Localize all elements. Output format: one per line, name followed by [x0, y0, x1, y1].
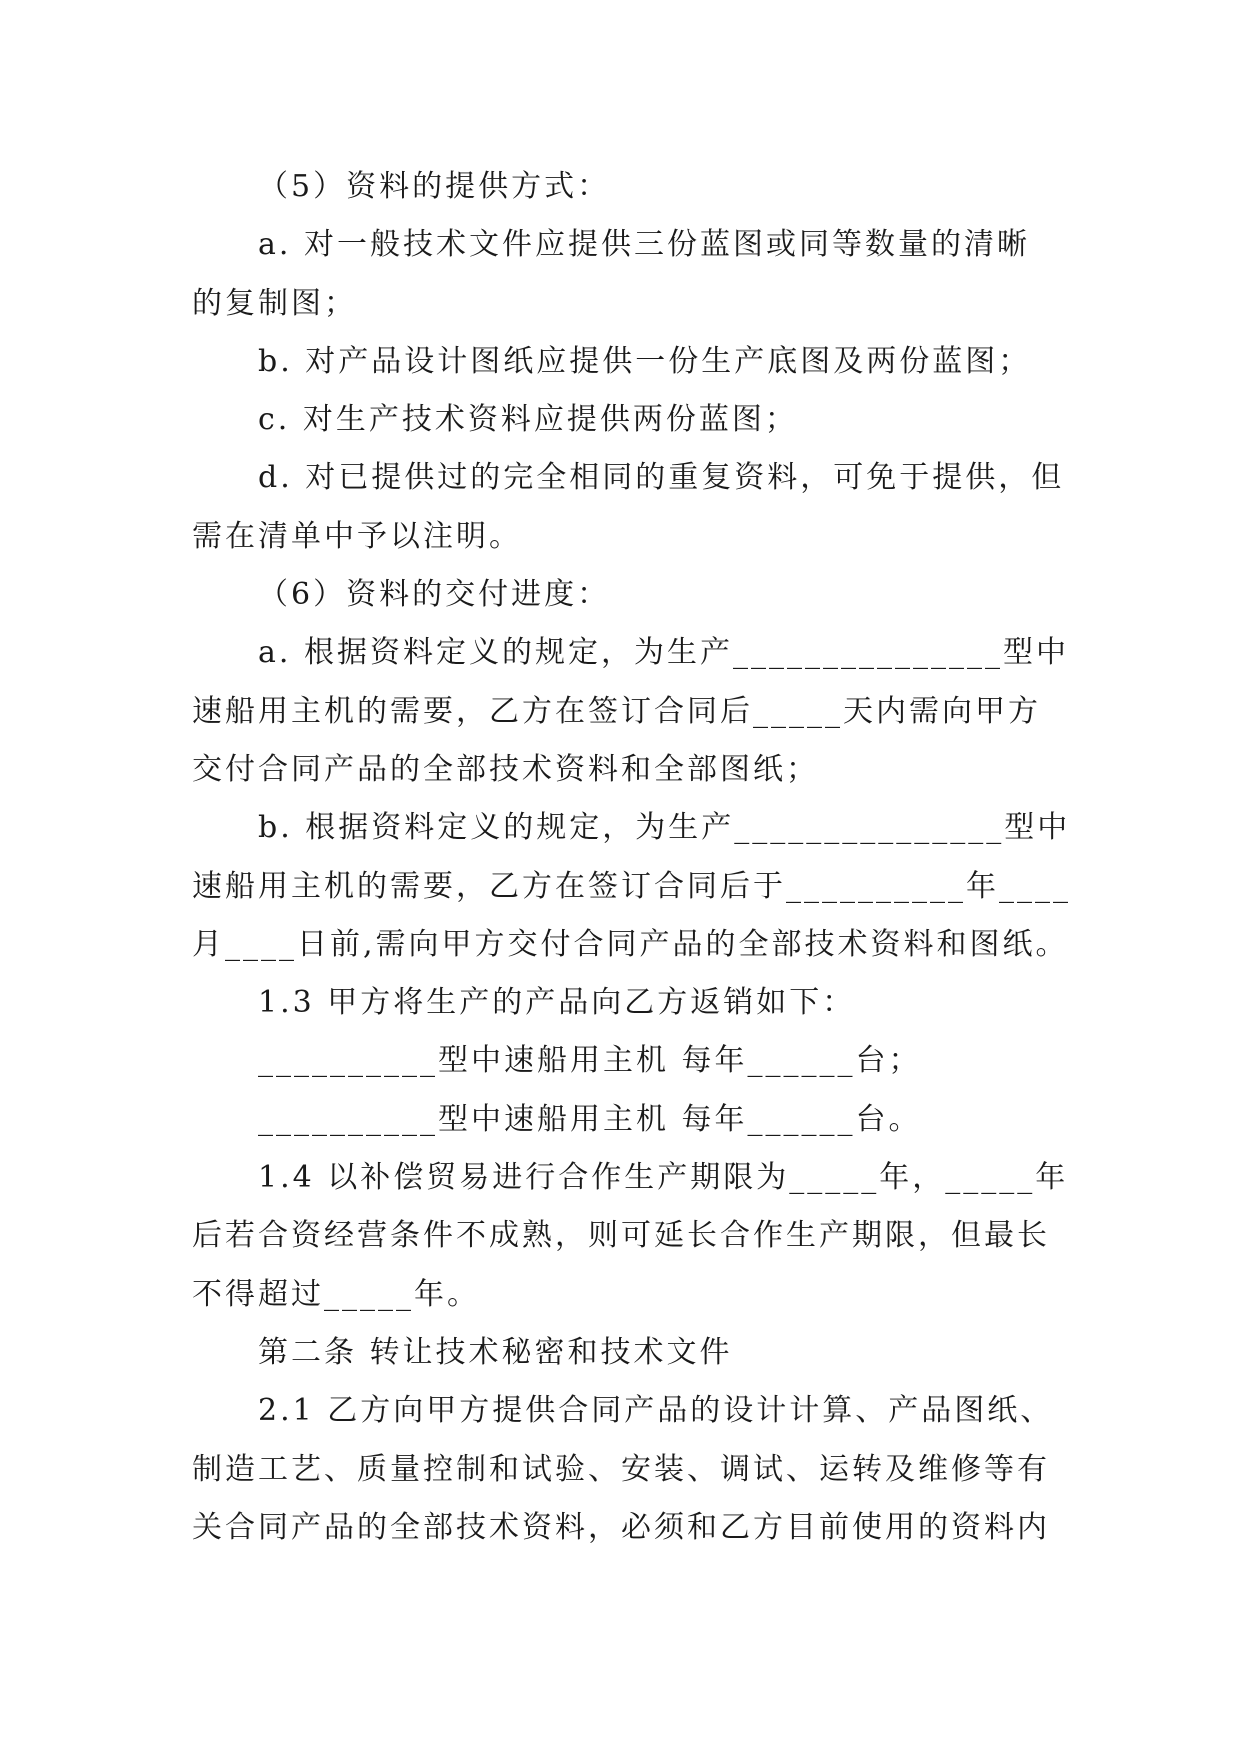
paragraph-line: 月____日前,需向甲方交付合同产品的全部技术资料和图纸。 [192, 926, 1069, 962]
paragraph-line: 不得超过_____年。 [192, 1276, 480, 1312]
paragraph-line: 制造工艺、质量控制和试验、安装、调试、运转及维修等有 [192, 1451, 1050, 1487]
paragraph-line: c. 对生产技术资料应提供两份蓝图； [258, 402, 798, 438]
clause-2-1: 2.1 乙方向甲方提供合同产品的设计计算、产品图纸、 [258, 1393, 1054, 1429]
document-body [192, 158, 1071, 1557]
paragraph-line: 交付合同产品的全部技术资料和全部图纸； [192, 751, 819, 787]
article-2-heading: 第二条 转让技术秘密和技术文件 [258, 1334, 733, 1370]
paragraph-line: 速船用主机的需要，乙方在签订合同后_____天内需向甲方 [192, 693, 1041, 729]
paragraph-line: d. 对已提供过的完全相同的重复资料，可免于提供，但 [258, 460, 1065, 496]
paragraph-line: b. 根据资料定义的规定，为生产_______________型中 [258, 810, 1071, 846]
paragraph-line: 后若合资经营条件不成熟，则可延长合作生产期限，但最长 [192, 1218, 1050, 1254]
paragraph-line: a. 对一般技术文件应提供三份蓝图或同等数量的清晰 [258, 227, 1030, 263]
clause-1-3-heading: 1.3 甲方将生产的产品向乙方返销如下： [258, 985, 856, 1021]
paragraph-line: a. 根据资料定义的规定，为生产_______________型中 [258, 635, 1069, 671]
paragraph-line: 的复制图； [192, 285, 357, 321]
paragraph-line: __________型中速船用主机 每年______台。 [258, 1101, 922, 1137]
paragraph-line: 需在清单中予以注明。 [192, 518, 522, 554]
paragraph-line: b. 对产品设计图纸应提供一份生产底图及两份蓝图； [258, 343, 1032, 379]
paragraph-line: 关合同产品的全部技术资料，必须和乙方目前使用的资料内 [192, 1509, 1050, 1545]
paragraph-line: 速船用主机的需要，乙方在签订合同后于__________年____ [192, 868, 1071, 904]
paragraph-line: __________型中速船用主机 每年______台； [258, 1043, 922, 1079]
section-heading-delivery-schedule: （6）资料的交付进度： [258, 577, 611, 613]
clause-1-4: 1.4 以补偿贸易进行合作生产期限为_____年，_____年 [258, 1160, 1069, 1196]
section-heading-provision-method: （5）资料的提供方式： [258, 169, 611, 204]
